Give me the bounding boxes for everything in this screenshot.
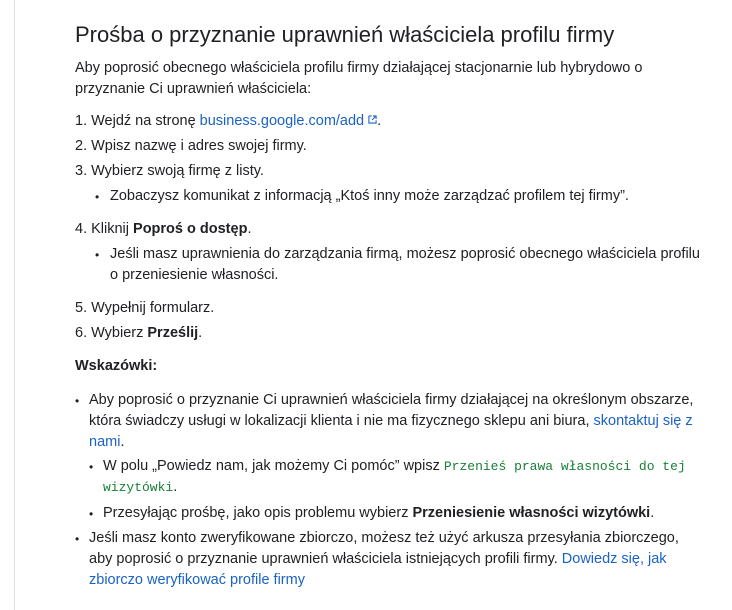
step-text: Wybierz: [91, 325, 148, 341]
external-link-icon[interactable]: [368, 115, 377, 124]
step-text: Wybierz swoją firmę z listy.: [91, 163, 264, 179]
bullet: •: [75, 532, 80, 546]
step-4: 4. Kliknij Poproś o dostęp.: [75, 219, 251, 240]
step-number: 1.: [75, 113, 88, 129]
business-link[interactable]: business.google.com/add: [199, 113, 365, 129]
tip-bold: Przeniesienie własności wizytówki: [412, 505, 651, 521]
step-6: 6. Wybierz Prześlij.: [75, 323, 202, 344]
bullet: •: [89, 507, 94, 521]
bullet: •: [95, 248, 100, 262]
page-title: Prośba o przyznanie uprawnień właściciela profilu firmy: [75, 22, 615, 47]
step-text: Wypełnij formularz.: [91, 300, 215, 316]
tip-1: • Aby poprosić o przyznanie Ci uprawnień właściciela firmy działającej na określonym obszarze, która świadczy usługi w lokalizacji klienta i nie ma fizycznego sklepu ani biura, skontaktuj się z nami.: [75, 392, 694, 450]
tip-1-subitem-2: • Przesyłając prośbę, jako opis problemu wybierz Przeniesienie własności wizytówki.: [89, 503, 709, 524]
step-bold: Poproś o dostęp: [133, 221, 248, 237]
left-divider: [14, 0, 15, 610]
intro-text: Aby poprosić obecnego właściciela profilu firmy działającej stacjonarnie lub hybrydowo o przyznanie Ci uprawnień właściciela:: [75, 60, 643, 97]
contact-us-link[interactable]: skontaktuj się z nami: [89, 413, 693, 450]
tips-heading: Wskazówki:: [75, 358, 158, 374]
tip-2: • Jeśli masz konto zweryfikowane zbiorczo, możesz też użyć arkusza przesyłania zbiorczego, aby poprosić o przyznanie uprawnień właściciela istniejących profili firmy. Dowiedz się, jak zbiorczo weryfikować profile firmy: [75, 530, 679, 588]
step-1: 1. Wejdź na stronę business.google.com/add .: [75, 111, 381, 132]
step-number: 5.: [75, 300, 88, 316]
bullet: •: [75, 394, 80, 408]
step-text: Kliknij: [91, 221, 134, 237]
step-3: [75, 161, 264, 182]
step-number: 2.: [75, 138, 88, 154]
step-number: 3.: [75, 163, 88, 179]
step-3-subitem: • Zobaczysz komunikat z informacją „Ktoś inny może zarządzać profilem tej firmy”.: [95, 186, 715, 207]
step-5: [75, 298, 214, 319]
step-2: [75, 136, 307, 157]
code-snippet: Przenieś prawa własności do tej wizytówki: [103, 459, 686, 495]
step-text: Wejdź na stronę: [91, 113, 200, 129]
bulk-verify-link[interactable]: Dowiedz się, jak zbiorczo weryfikować profile firmy: [89, 551, 667, 588]
bullet: •: [95, 190, 100, 204]
step-4-subitem: • Jeśli masz uprawnienia do zarządzania firmą, możesz poprosić obecnego właściciela profilu o przeniesienie własności.: [95, 246, 700, 283]
step-number: 4.: [75, 221, 88, 237]
step-number: 6.: [75, 325, 88, 341]
tip-1-subitem-1: • W polu „Powiedz nam, jak możemy Ci pomóc” wpisz Przenieś prawa własności do tej wizytówki.: [89, 458, 686, 495]
bullet: •: [89, 460, 94, 474]
step-text: Wpisz nazwę i adres swojej firmy.: [91, 138, 307, 154]
step-bold: Prześlij: [147, 325, 199, 341]
